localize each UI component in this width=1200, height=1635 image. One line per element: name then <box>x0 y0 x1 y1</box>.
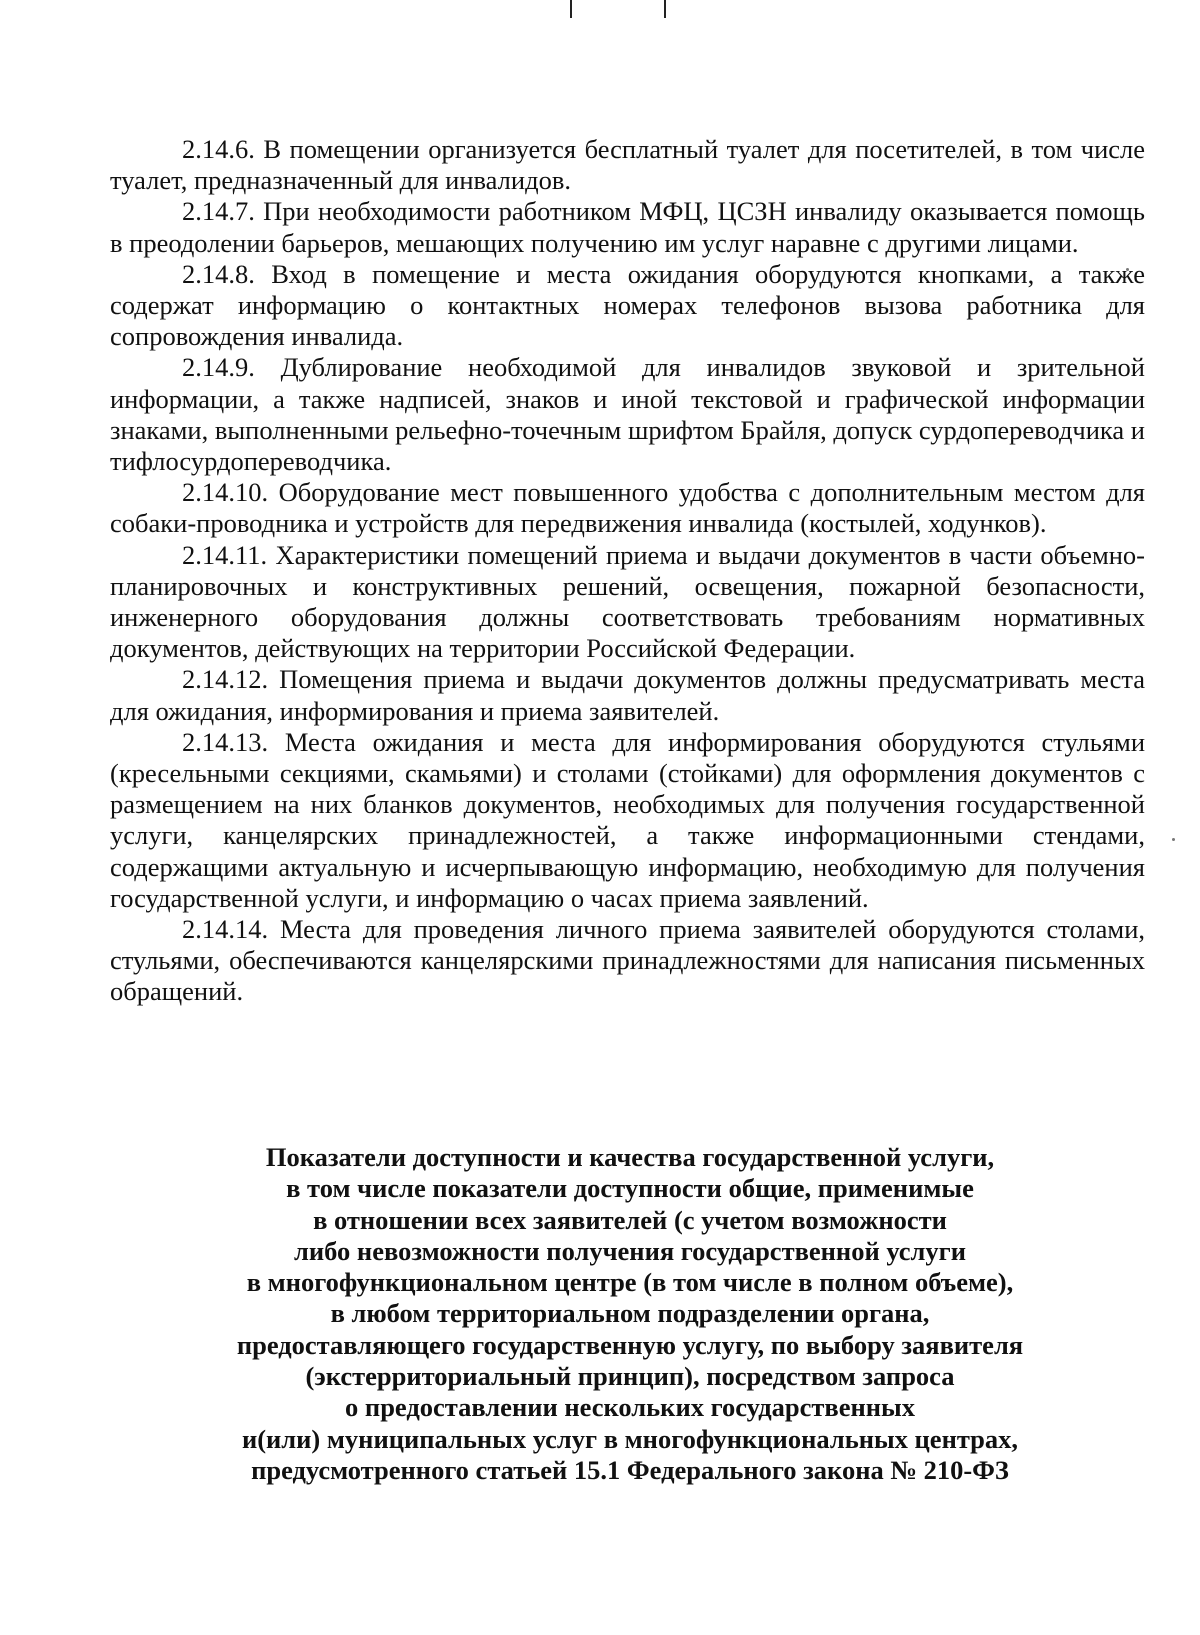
paragraph-text: Места ожидания и места для информирования оборудуются стульями (кресельными секциями, скамьями) и столами (стойками) для оформления документов с размещением на них бланков документов, необходимых для получения государственной услуги, канцелярских принадлежностей, а также информационными стендами, содержащими актуальную и исчерпывающую информацию, необходимую для получения государственной услуги, и информацию о часах приема заявлений. <box>110 726 1146 913</box>
paragraph-number: 2.14.7. <box>182 196 255 227</box>
heading-line: (экстерриториальный принцип), посредством запроса <box>305 1361 955 1392</box>
paragraph-text: При необходимости работником МФЦ, ЦСЗН инвалиду оказывается помощь в преодолении барьеров, мешающих получению им услуг наравне с другими лицами. <box>110 196 1145 258</box>
scan-artifact-left <box>570 0 572 18</box>
paragraph-2-14-13 <box>110 727 1145 914</box>
paragraph-number: 2.14.11. <box>182 539 268 570</box>
paragraph-number: 2.14.10. <box>182 477 269 508</box>
paragraph-2-14-9 <box>110 352 1145 477</box>
scan-artifact-right <box>664 0 666 18</box>
paragraph-number: 2.14.13. <box>182 726 269 757</box>
heading-line: и(или) муниципальных услуг в многофункциональных центрах, <box>241 1423 1019 1454</box>
paragraph-number: 2.14.14. <box>182 914 269 945</box>
paragraph-number: 2.14.6. <box>182 134 255 164</box>
heading-line: Показатели доступности и качества государственной услуги, <box>265 1142 995 1172</box>
paragraph-2-14-12 <box>110 664 1145 726</box>
heading-line: предоставляющего государственную услугу, по выбору заявителя <box>236 1329 1024 1360</box>
heading-line: либо невозможности получения государственной услуги <box>294 1235 966 1266</box>
paragraph-2-14-11 <box>110 540 1145 665</box>
paragraph-2-14-14 <box>110 914 1145 1008</box>
paragraph-text: Характеристики помещений приема и выдачи документов в части объемно-планировочных и конструктивных решений, освещения, пожарной безопасности, инженерного оборудования должны соответствовать требованиям нормативных документов, действующих на территории Российской Федерации. <box>110 539 1146 664</box>
paragraph-number: 2.14.12. <box>182 664 269 695</box>
scan-speck <box>1172 838 1175 841</box>
heading-line: в отношении всех заявителей (с учетом возможности <box>313 1204 947 1235</box>
paragraph-2-14-8 <box>110 259 1145 353</box>
section-heading <box>130 1142 1130 1486</box>
paragraph-text: Помещения приема и выдачи документов должны предусматривать места для ожидания, информирования и приема заявителей. <box>110 664 1145 726</box>
paragraph-2-14-6 <box>110 134 1145 196</box>
heading-line: о предоставлении нескольких государственных <box>345 1392 915 1423</box>
paragraph-number: 2.14.8. <box>182 258 255 289</box>
paragraph-text: Места для проведения личного приема заявителей оборудуются столами, стульями, обеспечиваются канцелярскими принадлежностями для написания письменных обращений. <box>110 914 1145 1007</box>
paragraph-text: Вход в помещение и места ожидания оборудуются кнопками, а также содержат информацию о контактных номерах телефонов вызова работника для сопровождения инвалида. <box>110 258 1146 352</box>
paragraph-text: Дублирование необходимой для инвалидов звуковой и зрительной информации, а также надписей, знаков и иной текстовой и графической информации знаками, выполненными рельефно-точечным шрифтом Брайля, допуск сурдопереводчика и тифлосурдопереводчика. <box>110 352 1145 477</box>
heading-line: в любом территориальном подразделении органа, <box>330 1298 930 1329</box>
paragraph-2-14-10 <box>110 477 1145 539</box>
heading-line: в том числе показатели доступности общие, применимые <box>286 1173 974 1204</box>
document-body <box>110 134 1145 1008</box>
paragraph-2-14-7 <box>110 196 1145 258</box>
heading-line: предусмотренного статьей 15.1 Федерального закона № 210-ФЗ <box>251 1454 1009 1485</box>
heading-line: в многофункциональном центре (в том числе в полном объеме), <box>246 1267 1014 1298</box>
paragraph-text: В помещении организуется бесплатный туалет для посетителей, в том числе туалет, предназначенный для инвалидов. <box>110 134 1146 196</box>
paragraph-text: Оборудование мест повышенного удобства с дополнительным местом для собаки-проводника и устройств для передвижения инвалида (костылей, ходунков). <box>110 477 1145 539</box>
paragraph-number: 2.14.9. <box>182 352 255 383</box>
